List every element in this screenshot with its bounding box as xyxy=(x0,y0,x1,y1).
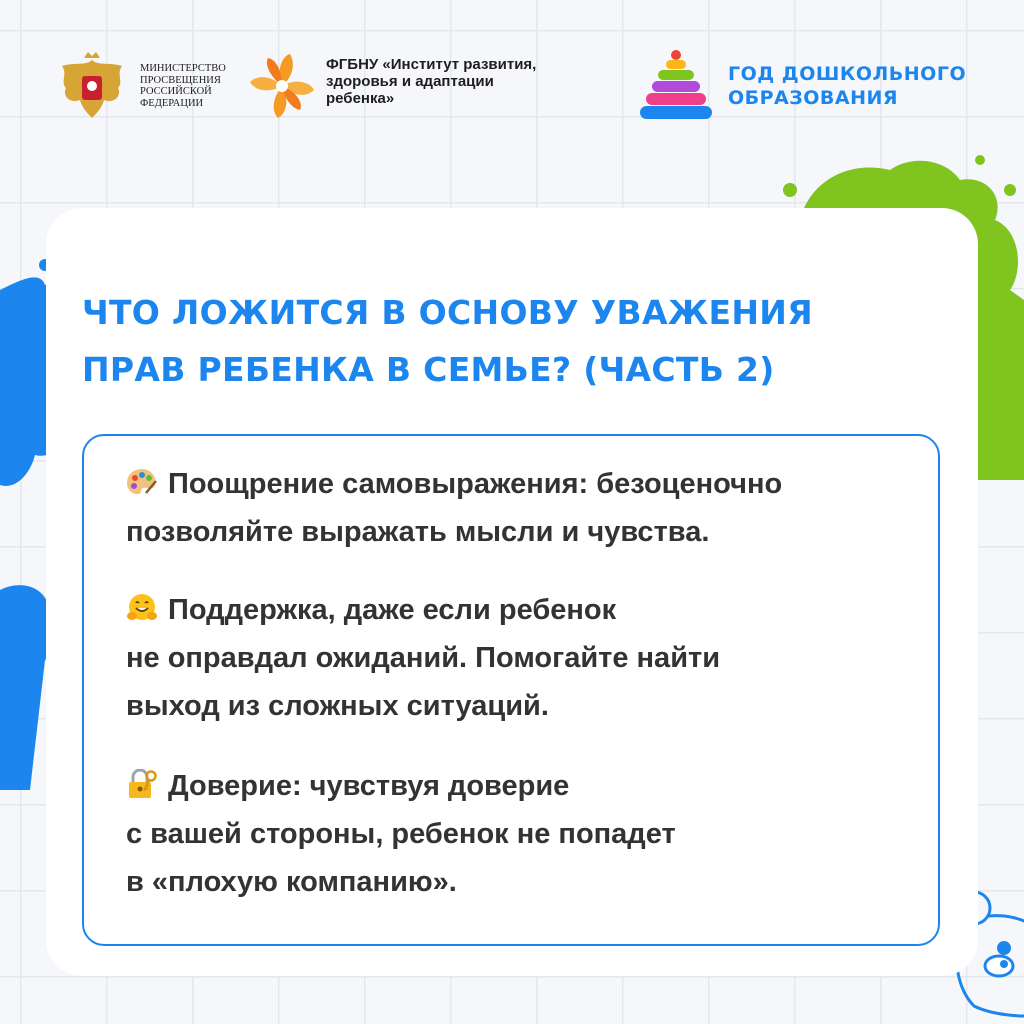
ministry-name: МИНИСТЕРСТВО ПРОСВЕЩЕНИЯ РОССИЙСКОЙ ФЕДЕРАЦИИ xyxy=(140,63,226,109)
tip-item-self-expression: Поощрение самовыражения: безоценочно позволяйте выражать мысли и чувства. xyxy=(126,468,783,548)
institute-name: ФГБНУ «Институт развития, здоровья и адаптации ребенка» xyxy=(326,56,537,107)
hugging-face-icon xyxy=(126,593,158,623)
header xyxy=(0,0,1024,160)
institute-logo xyxy=(246,50,586,122)
double-headed-eagle-emblem-icon xyxy=(52,52,132,120)
tip-item-trust: Доверие: чувствуя доверие с вашей стороны, ребенок не попадет в «плохую компанию». xyxy=(126,770,676,898)
lock-with-key-icon xyxy=(126,769,158,799)
artist-palette-icon xyxy=(126,467,158,497)
content-card xyxy=(46,208,978,976)
title-line: ПРАВ РЕБЕНКА В СЕМЬЕ? (ЧАСТЬ 2) xyxy=(82,350,775,389)
tip-item-support: Поддержка, даже если ребенок не оправдал ожиданий. Помогайте найти выход из сложных ситуаций. xyxy=(126,594,721,722)
orange-swirl-flower-icon xyxy=(246,50,318,122)
year-title: ГОД ДОШКОЛЬНОГО ОБРАЗОВАНИЯ xyxy=(728,63,967,109)
year-logo xyxy=(638,50,966,122)
page-title xyxy=(82,284,962,398)
ministry-logo xyxy=(52,52,250,120)
title-line: ЧТО ЛОЖИТСЯ В ОСНОВУ УВАЖЕНИЯ xyxy=(82,293,813,332)
stacking-ring-pyramid-icon xyxy=(638,50,714,122)
tips-box xyxy=(82,434,940,946)
